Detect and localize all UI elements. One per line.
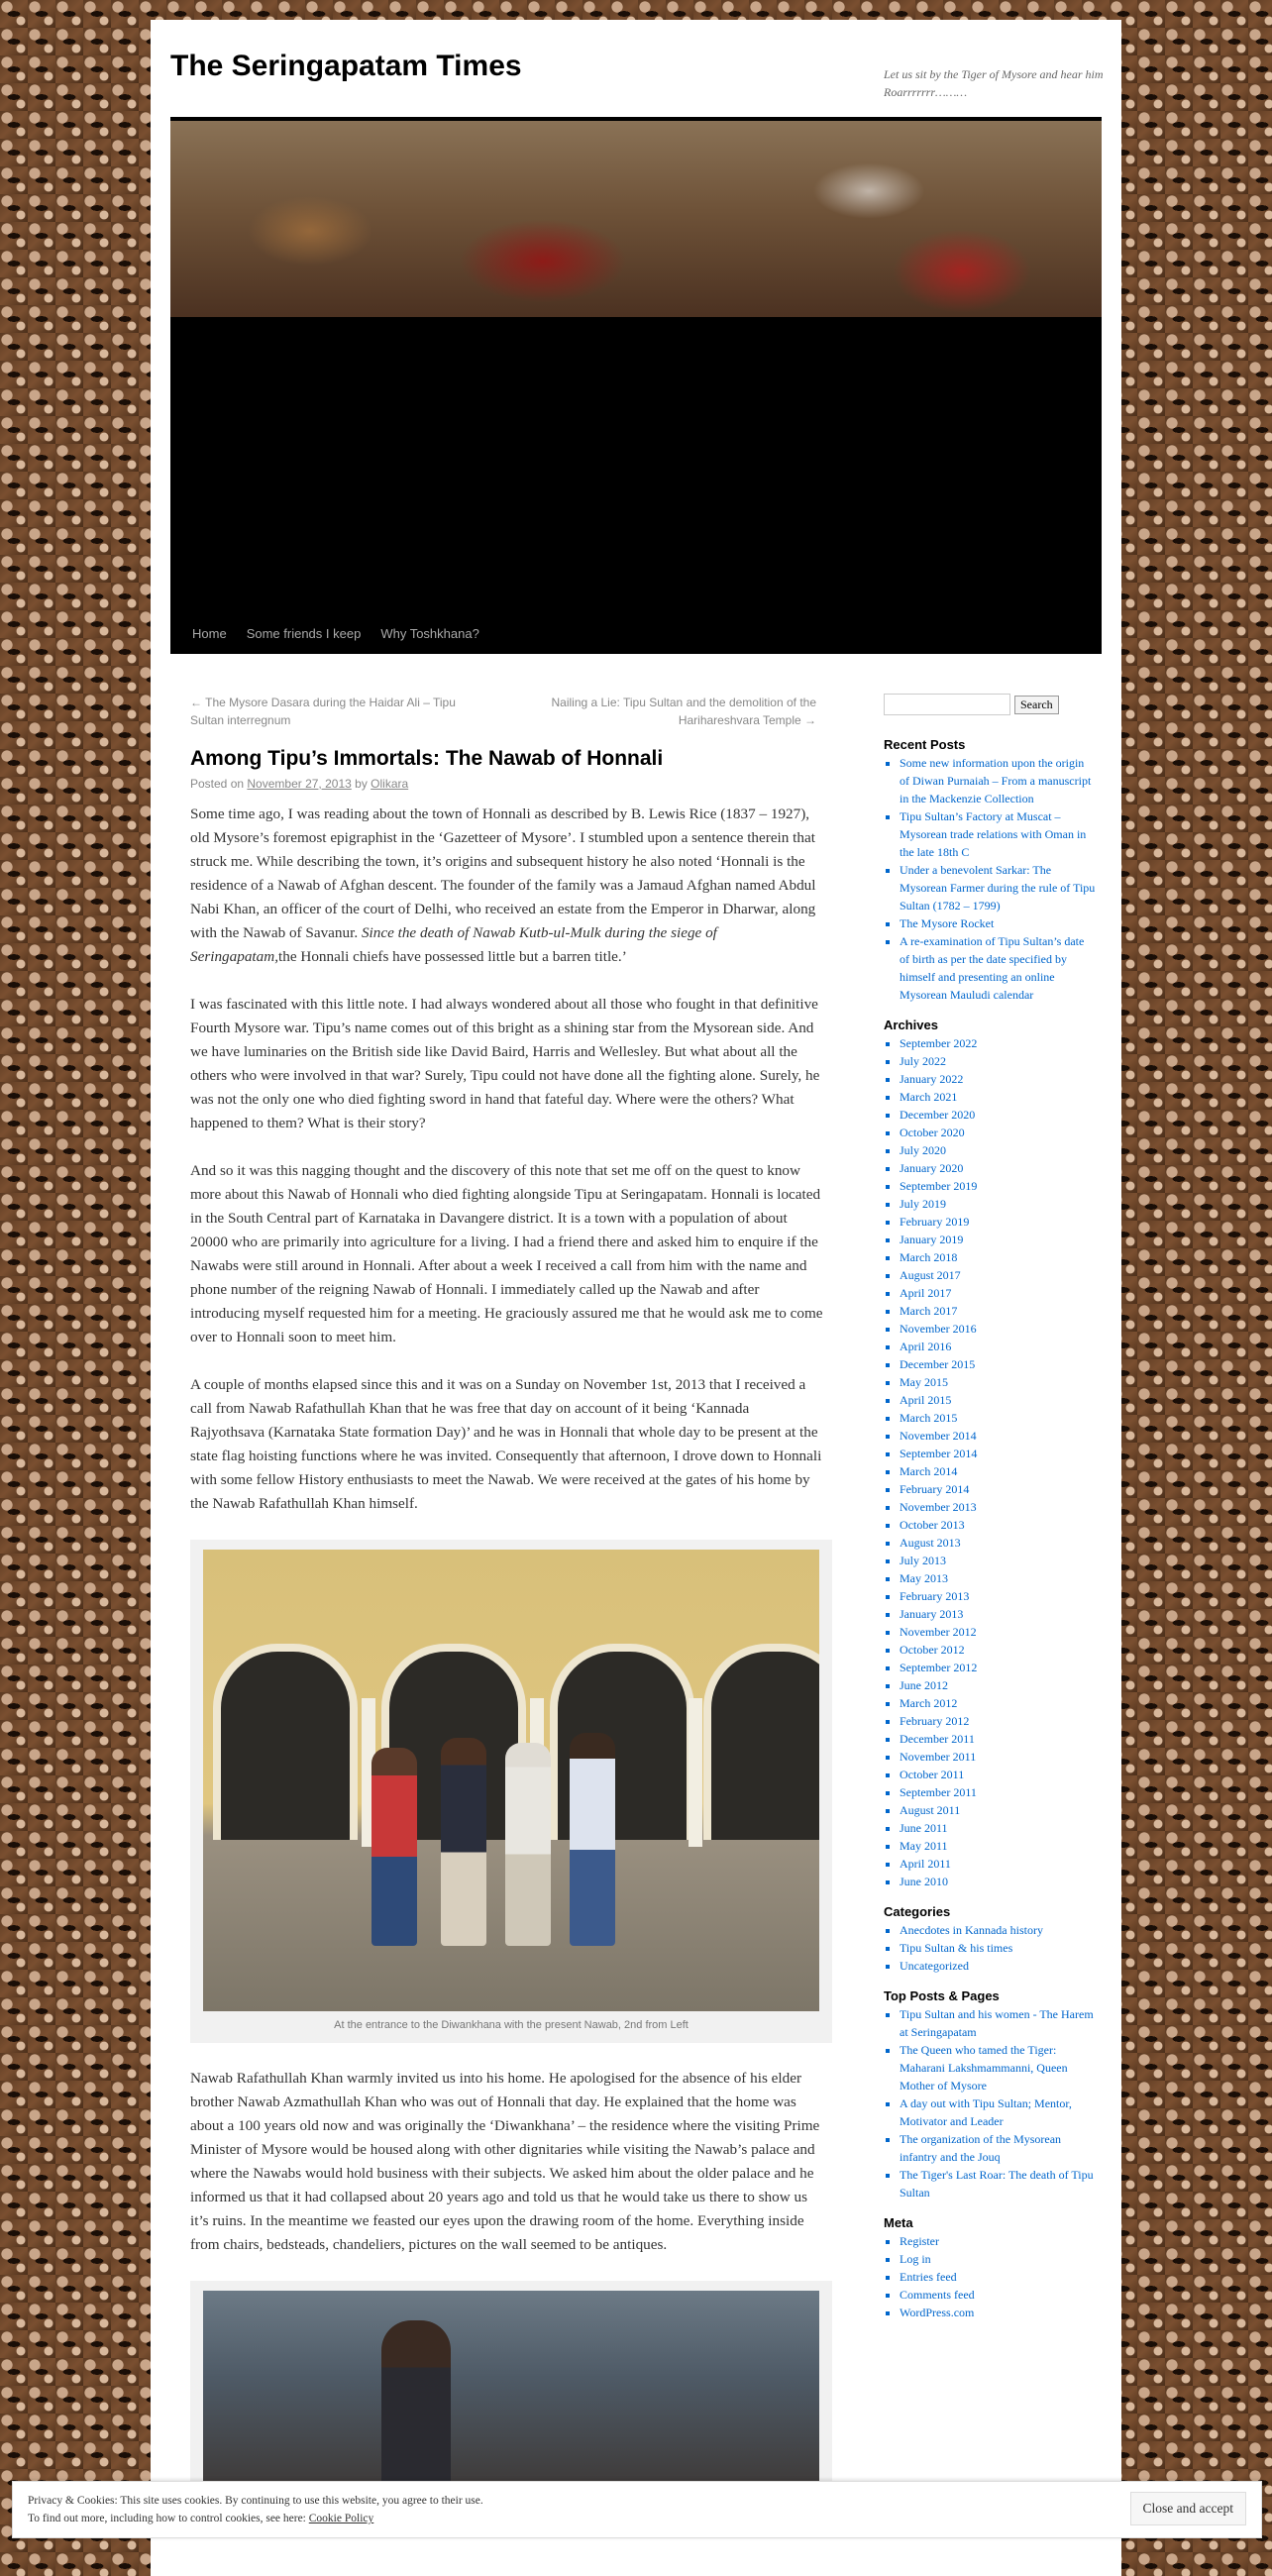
archive-link[interactable]: October 2012	[900, 1643, 965, 1657]
figure-caption: At the entrance to the Diwankhana with the present Nawab, 2nd from Left	[334, 2019, 689, 2031]
site-title[interactable]: The Seringapatam Times	[170, 50, 522, 82]
archive-item	[900, 1694, 1097, 1712]
top-post-link[interactable]: Tipu Sultan and his women - The Harem at Seringapatam	[900, 2007, 1094, 2039]
page-wrapper	[151, 20, 1121, 2576]
paragraph-1: Some time ago, I was reading about the town of Honnali as described by B. Lewis Rice (1837 – 1927), old Mysore’s foremost epigraphist in the ‘Gazetteer of Mysore’. I stumbled upon a sentence therein that struck me. While describing the town, it’s origins and subsequent history he also noted ‘Honnali is the residence of a Nawab of Afghan descent. The founder of the family was a Jamaud Afghan named Abdul Nabi Khan, an officer of the court of Delhi, who received an estate from the Emperor in Dharwar, along with the Nawab of Savanur. Since the death of Nawab Kutb-ul-Mulk during the siege of Seringapatam,the Honnali chiefs have possessed little but a barren title.’	[190, 805, 816, 965]
top-post-item	[900, 2166, 1097, 2201]
archive-item	[900, 1373, 1097, 1391]
meta-item	[900, 2286, 1097, 2304]
post-date-link[interactable]: November 27, 2013	[247, 777, 352, 791]
top-post-item	[900, 2094, 1097, 2130]
archive-item	[900, 1302, 1097, 1320]
search-input[interactable]	[884, 694, 1010, 715]
post-meta	[190, 777, 824, 791]
archive-item	[900, 1569, 1097, 1587]
post-navigation	[190, 694, 824, 733]
archive-link[interactable]: June 2010	[900, 1875, 948, 1888]
archive-link[interactable]: August 2017	[900, 1268, 961, 1282]
next-post-link[interactable]: Nailing a Lie: Tipu Sultan and the demolition of the Harihareshvara Temple →	[551, 696, 816, 727]
header-banner-image	[170, 117, 1102, 321]
archive-link[interactable]: July 2019	[900, 1197, 947, 1211]
paragraph-2: I was fascinated with this little note. I had always wondered about all those who fought in that definitive Fourth Mysore war. Tipu’s name comes out of this bright as a shining star from the Mysorean side. And we have luminaries on the British side like David Baird, Harris and Wellesley. But what about all the others who were involved in that war? Surely, Tipu could not have done all the fighting alone. Surely, he was not the only one who died fighting sword in hand that fateful day. Where were the others? What happened to them? What is their story?	[190, 996, 820, 1131]
archive-item	[900, 1659, 1097, 1676]
meta-item	[900, 2268, 1097, 2286]
meta-posted-on: Posted on	[190, 777, 245, 791]
archive-item	[900, 1355, 1097, 1373]
archive-link[interactable]: June 2011	[900, 1821, 948, 1835]
archive-link[interactable]: September 2014	[900, 1447, 978, 1460]
archive-item	[900, 1552, 1097, 1569]
archive-item	[900, 1801, 1097, 1819]
archive-item	[900, 1070, 1097, 1088]
archive-item	[900, 1445, 1097, 1462]
top-post-item	[900, 2005, 1097, 2041]
main-content	[190, 694, 824, 2544]
archive-link[interactable]: March 2015	[900, 1411, 958, 1425]
archive-link[interactable]: September 2022	[900, 1036, 978, 1050]
category-item	[900, 1921, 1097, 1939]
archive-link[interactable]: January 2022	[900, 1072, 964, 1086]
archive-item	[900, 1141, 1097, 1159]
photo-person	[505, 1743, 551, 1946]
archive-item	[900, 1409, 1097, 1427]
top-post-link[interactable]: The Queen who tamed the Tiger: Maharani Lakshmammanni, Queen Mother of Mysore	[900, 2043, 1068, 2093]
archive-link[interactable]: April 2015	[900, 1393, 952, 1407]
archive-item	[900, 1266, 1097, 1284]
photo-arch	[213, 1644, 358, 1840]
archive-link[interactable]: May 2013	[900, 1571, 948, 1585]
meta-title: Meta	[884, 2215, 913, 2230]
archive-link[interactable]: January 2020	[900, 1161, 964, 1175]
meta-link[interactable]: Entries feed	[900, 2270, 957, 2284]
recent-posts-widget	[884, 737, 1097, 1004]
meta-link[interactable]: Comments feed	[900, 2288, 975, 2302]
site-description: Let us sit by the Tiger of Mysore and hear him Roarrrrrrr………	[884, 67, 1104, 99]
nav-why-toshkhana[interactable]: Why Toshkhana?	[380, 626, 479, 641]
archive-link[interactable]: September 2011	[900, 1785, 977, 1799]
search-button[interactable]: Search	[1014, 696, 1059, 714]
archive-item	[900, 1177, 1097, 1195]
archive-link[interactable]: October 2020	[900, 1126, 965, 1139]
recent-post-item	[900, 861, 1097, 914]
archive-link[interactable]: March 2018	[900, 1250, 958, 1264]
category-link[interactable]: Tipu Sultan & his times	[900, 1941, 1013, 1955]
archive-link[interactable]: July 2020	[900, 1143, 947, 1157]
photo-person	[371, 1748, 417, 1946]
search-form	[884, 694, 1097, 723]
archive-item	[900, 1248, 1097, 1266]
drawing-room-photo[interactable]	[203, 2291, 819, 2509]
meta-item	[900, 2232, 1097, 2250]
category-link[interactable]: Uncategorized	[900, 1959, 969, 1973]
category-item	[900, 1939, 1097, 1957]
archive-item	[900, 1783, 1097, 1801]
archive-link[interactable]: November 2014	[900, 1429, 977, 1443]
recent-post-link[interactable]: A re-examination of Tipu Sultan’s date of birth as per the date specified by himself and presenting an online Mysorean Mauludi calendar	[900, 934, 1085, 1002]
top-post-item	[900, 2041, 1097, 2094]
archive-item	[900, 1124, 1097, 1141]
recent-post-item	[900, 754, 1097, 807]
recent-post-link[interactable]: The Mysore Rocket	[900, 916, 995, 930]
photo-arch	[703, 1644, 819, 1840]
archive-item	[900, 1676, 1097, 1694]
meta-item	[900, 2250, 1097, 2268]
archive-item	[900, 1338, 1097, 1355]
post-body	[190, 803, 824, 2521]
top-post-link[interactable]: The Tiger's Last Roar: The death of Tipu Sultan	[900, 2168, 1094, 2200]
cookie-text: Privacy & Cookies: This site uses cookies. By continuing to use this website, you agree to their use. To find out more, including how to control cookies, see here: Cookie Policy	[28, 2495, 483, 2524]
archive-link[interactable]: April 2016	[900, 1340, 952, 1353]
archive-link[interactable]: May 2011	[900, 1839, 948, 1853]
meta-by: by	[355, 777, 368, 791]
main-nav	[170, 614, 1102, 654]
archive-item	[900, 1837, 1097, 1855]
category-link[interactable]: Anecdotes in Kannada history	[900, 1923, 1043, 1937]
meta-link[interactable]: Register	[900, 2234, 939, 2248]
post-title: Among Tipu’s Immortals: The Nawab of Honnali	[190, 747, 664, 770]
previous-post-link[interactable]: ← The Mysore Dasara during the Haidar Ali – Tipu Sultan interregnum	[190, 696, 456, 727]
meta-item	[900, 2304, 1097, 2321]
archive-link[interactable]: November 2016	[900, 1322, 977, 1336]
archive-item	[900, 1195, 1097, 1213]
archive-link[interactable]: December 2015	[900, 1357, 976, 1371]
top-post-item	[900, 2130, 1097, 2166]
paragraph-3: And so it was this nagging thought and the discovery of this note that set me off on the quest to know more about this Nawab of Honnali who died fighting alongside Tipu at Seringapatam. Honnali is located in the South Central part of Karnataka in Davangere district. It is a town with a population of about 20000 who are primarily into agriculture for a living. I had a friend there and asked him to enquire if the Nawabs were still around in Honnali. After about a week I received a call from him with the name and phone number of the reigning Nawab of Honnali. I immediately called up the Nawab and after introducing myself requested him for a meeting. He graciously assured me that he would ask me to come over to Honnali soon to meet him.	[190, 1162, 823, 1345]
archive-link[interactable]: February 2012	[900, 1714, 970, 1728]
archive-link[interactable]: March 2012	[900, 1696, 958, 1710]
photo-pillar	[689, 1698, 702, 1847]
paragraph-5: Nawab Rafathullah Khan warmly invited us into his home. He apologised for the absence of his elder brother Nawab Azmathullah Khan who was out of Honnali that day. He explained that the home was about a 100 years old now and was originally the ‘Diwankhana’ – the residence where the visiting Prime Minister of Mysore would be housed along with other dignitaries while visiting the Nawab’s palace and where the Nawabs would hold business with their subjects. We asked him about the older palace and he informed us that it had collapsed about 20 years ago and told us that he would take us there to show us it’s ruins. In the meantime we feasted our eyes upon the drawing room of the home. Everything inside from chairs, bedsteads, chandeliers, pictures on the wall seemed to be antiques.	[190, 2070, 820, 2253]
archive-link[interactable]: March 2021	[900, 1090, 958, 1104]
archive-item	[900, 1516, 1097, 1534]
photo-person	[570, 1733, 615, 1946]
archive-link[interactable]: July 2013	[900, 1554, 947, 1567]
archive-item	[900, 1052, 1097, 1070]
figure-diwankhana	[190, 1540, 832, 2043]
top-post-link[interactable]: A day out with Tipu Sultan; Mentor, Motivator and Leader	[900, 2096, 1072, 2128]
cookie-banner	[12, 2481, 1262, 2538]
photo-person	[441, 1738, 486, 1946]
archive-item	[900, 1320, 1097, 1338]
archive-item	[900, 1391, 1097, 1409]
category-item	[900, 1957, 1097, 1975]
archive-link[interactable]: December 2020	[900, 1108, 976, 1122]
archive-link[interactable]: February 2019	[900, 1215, 970, 1229]
archive-link[interactable]: March 2014	[900, 1464, 958, 1478]
archive-item	[900, 1730, 1097, 1748]
archive-item	[900, 1623, 1097, 1641]
recent-post-link[interactable]: Some new information upon the origin of Diwan Purnaiah – From a manuscript in the Mackenzie Collection	[900, 756, 1092, 805]
archive-link[interactable]: June 2012	[900, 1678, 948, 1692]
archive-item	[900, 1534, 1097, 1552]
archive-link[interactable]: August 2011	[900, 1803, 961, 1817]
categories-widget	[884, 1904, 1097, 1975]
archive-link[interactable]: January 2013	[900, 1607, 964, 1621]
archive-link[interactable]: October 2011	[900, 1768, 965, 1781]
archive-link[interactable]: May 2015	[900, 1375, 948, 1389]
archive-item	[900, 1748, 1097, 1766]
archive-link[interactable]: October 2013	[900, 1518, 965, 1532]
archive-link[interactable]: December 2011	[900, 1732, 975, 1746]
recent-post-item	[900, 807, 1097, 861]
archive-link[interactable]: April 2011	[900, 1857, 951, 1871]
recent-post-link[interactable]: Under a benevolent Sarkar: The Mysorean Farmer during the rule of Tipu Sultan (1782 – 1799)	[900, 863, 1096, 912]
archive-item	[900, 1766, 1097, 1783]
close-and-accept-button[interactable]: Close and accept	[1130, 2492, 1246, 2525]
archive-link[interactable]: January 2019	[900, 1233, 964, 1246]
archive-item	[900, 1641, 1097, 1659]
sidebar	[884, 694, 1097, 2321]
archive-link[interactable]: March 2017	[900, 1304, 958, 1318]
archive-item	[900, 1873, 1097, 1890]
archive-link[interactable]: September 2012	[900, 1661, 978, 1674]
archive-item	[900, 1712, 1097, 1730]
recent-posts-title: Recent Posts	[884, 737, 966, 752]
archive-item	[900, 1213, 1097, 1231]
recent-post-item	[900, 914, 1097, 932]
archives-widget	[884, 1018, 1097, 1890]
archive-item	[900, 1231, 1097, 1248]
archives-title: Archives	[884, 1018, 938, 1032]
archive-link[interactable]: July 2022	[900, 1054, 947, 1068]
paragraph-4: A couple of months elapsed since this and it was on a Sunday on November 1st, 2013 that I received a call from Nawab Rafathullah Khan that he was free that day on account of it being ‘Kannada Rajyothsava (Karnataka State formation Day)’ and he was in Honnali that whole day to be present at the state flag hoisting functions where he was invited. Consequently that afternoon, I drove down to Honnali with some fellow History enthusiasts to meet the Nawab. We were received at the gates of his home by the Nawab Rafathullah Khan himself.	[190, 1376, 822, 1512]
archive-link[interactable]: November 2012	[900, 1625, 977, 1639]
archive-link[interactable]: February 2014	[900, 1482, 970, 1496]
archive-link[interactable]: February 2013	[900, 1589, 970, 1603]
diwankhana-photo[interactable]	[203, 1550, 819, 2011]
header-black-area	[170, 317, 1102, 614]
recent-post-link[interactable]: Tipu Sultan’s Factory at Muscat – Mysorean trade relations with Oman in the late 18th C	[900, 809, 1087, 859]
archive-link[interactable]: August 2013	[900, 1536, 961, 1550]
top-posts-title: Top Posts & Pages	[884, 1988, 1000, 2003]
nav-home[interactable]: Home	[192, 626, 227, 641]
archive-item	[900, 1106, 1097, 1124]
author-link[interactable]: Olikara	[371, 777, 409, 791]
archive-item	[900, 1088, 1097, 1106]
archive-item	[900, 1587, 1097, 1605]
meta-link[interactable]: Log in	[900, 2252, 931, 2266]
meta-link[interactable]: WordPress.com	[900, 2306, 975, 2319]
categories-title: Categories	[884, 1904, 951, 1919]
top-post-link[interactable]: The organization of the Mysorean infantry and the Jouq	[900, 2132, 1062, 2164]
meta-widget	[884, 2215, 1097, 2321]
archive-item	[900, 1427, 1097, 1445]
cookie-policy-link[interactable]: Cookie Policy	[308, 2513, 374, 2524]
archive-link[interactable]: November 2013	[900, 1500, 977, 1514]
archive-item	[900, 1819, 1097, 1837]
archive-item	[900, 1855, 1097, 1873]
archive-link[interactable]: November 2011	[900, 1750, 977, 1764]
archive-link[interactable]: September 2019	[900, 1179, 978, 1193]
top-posts-widget	[884, 1988, 1097, 2201]
recent-post-item	[900, 932, 1097, 1004]
archive-item	[900, 1034, 1097, 1052]
archive-item	[900, 1462, 1097, 1480]
archive-link[interactable]: April 2017	[900, 1286, 952, 1300]
archive-item	[900, 1480, 1097, 1498]
archive-item	[900, 1284, 1097, 1302]
archive-item	[900, 1498, 1097, 1516]
archive-item	[900, 1605, 1097, 1623]
nav-some-friends[interactable]: Some friends I keep	[246, 626, 362, 641]
archive-item	[900, 1159, 1097, 1177]
